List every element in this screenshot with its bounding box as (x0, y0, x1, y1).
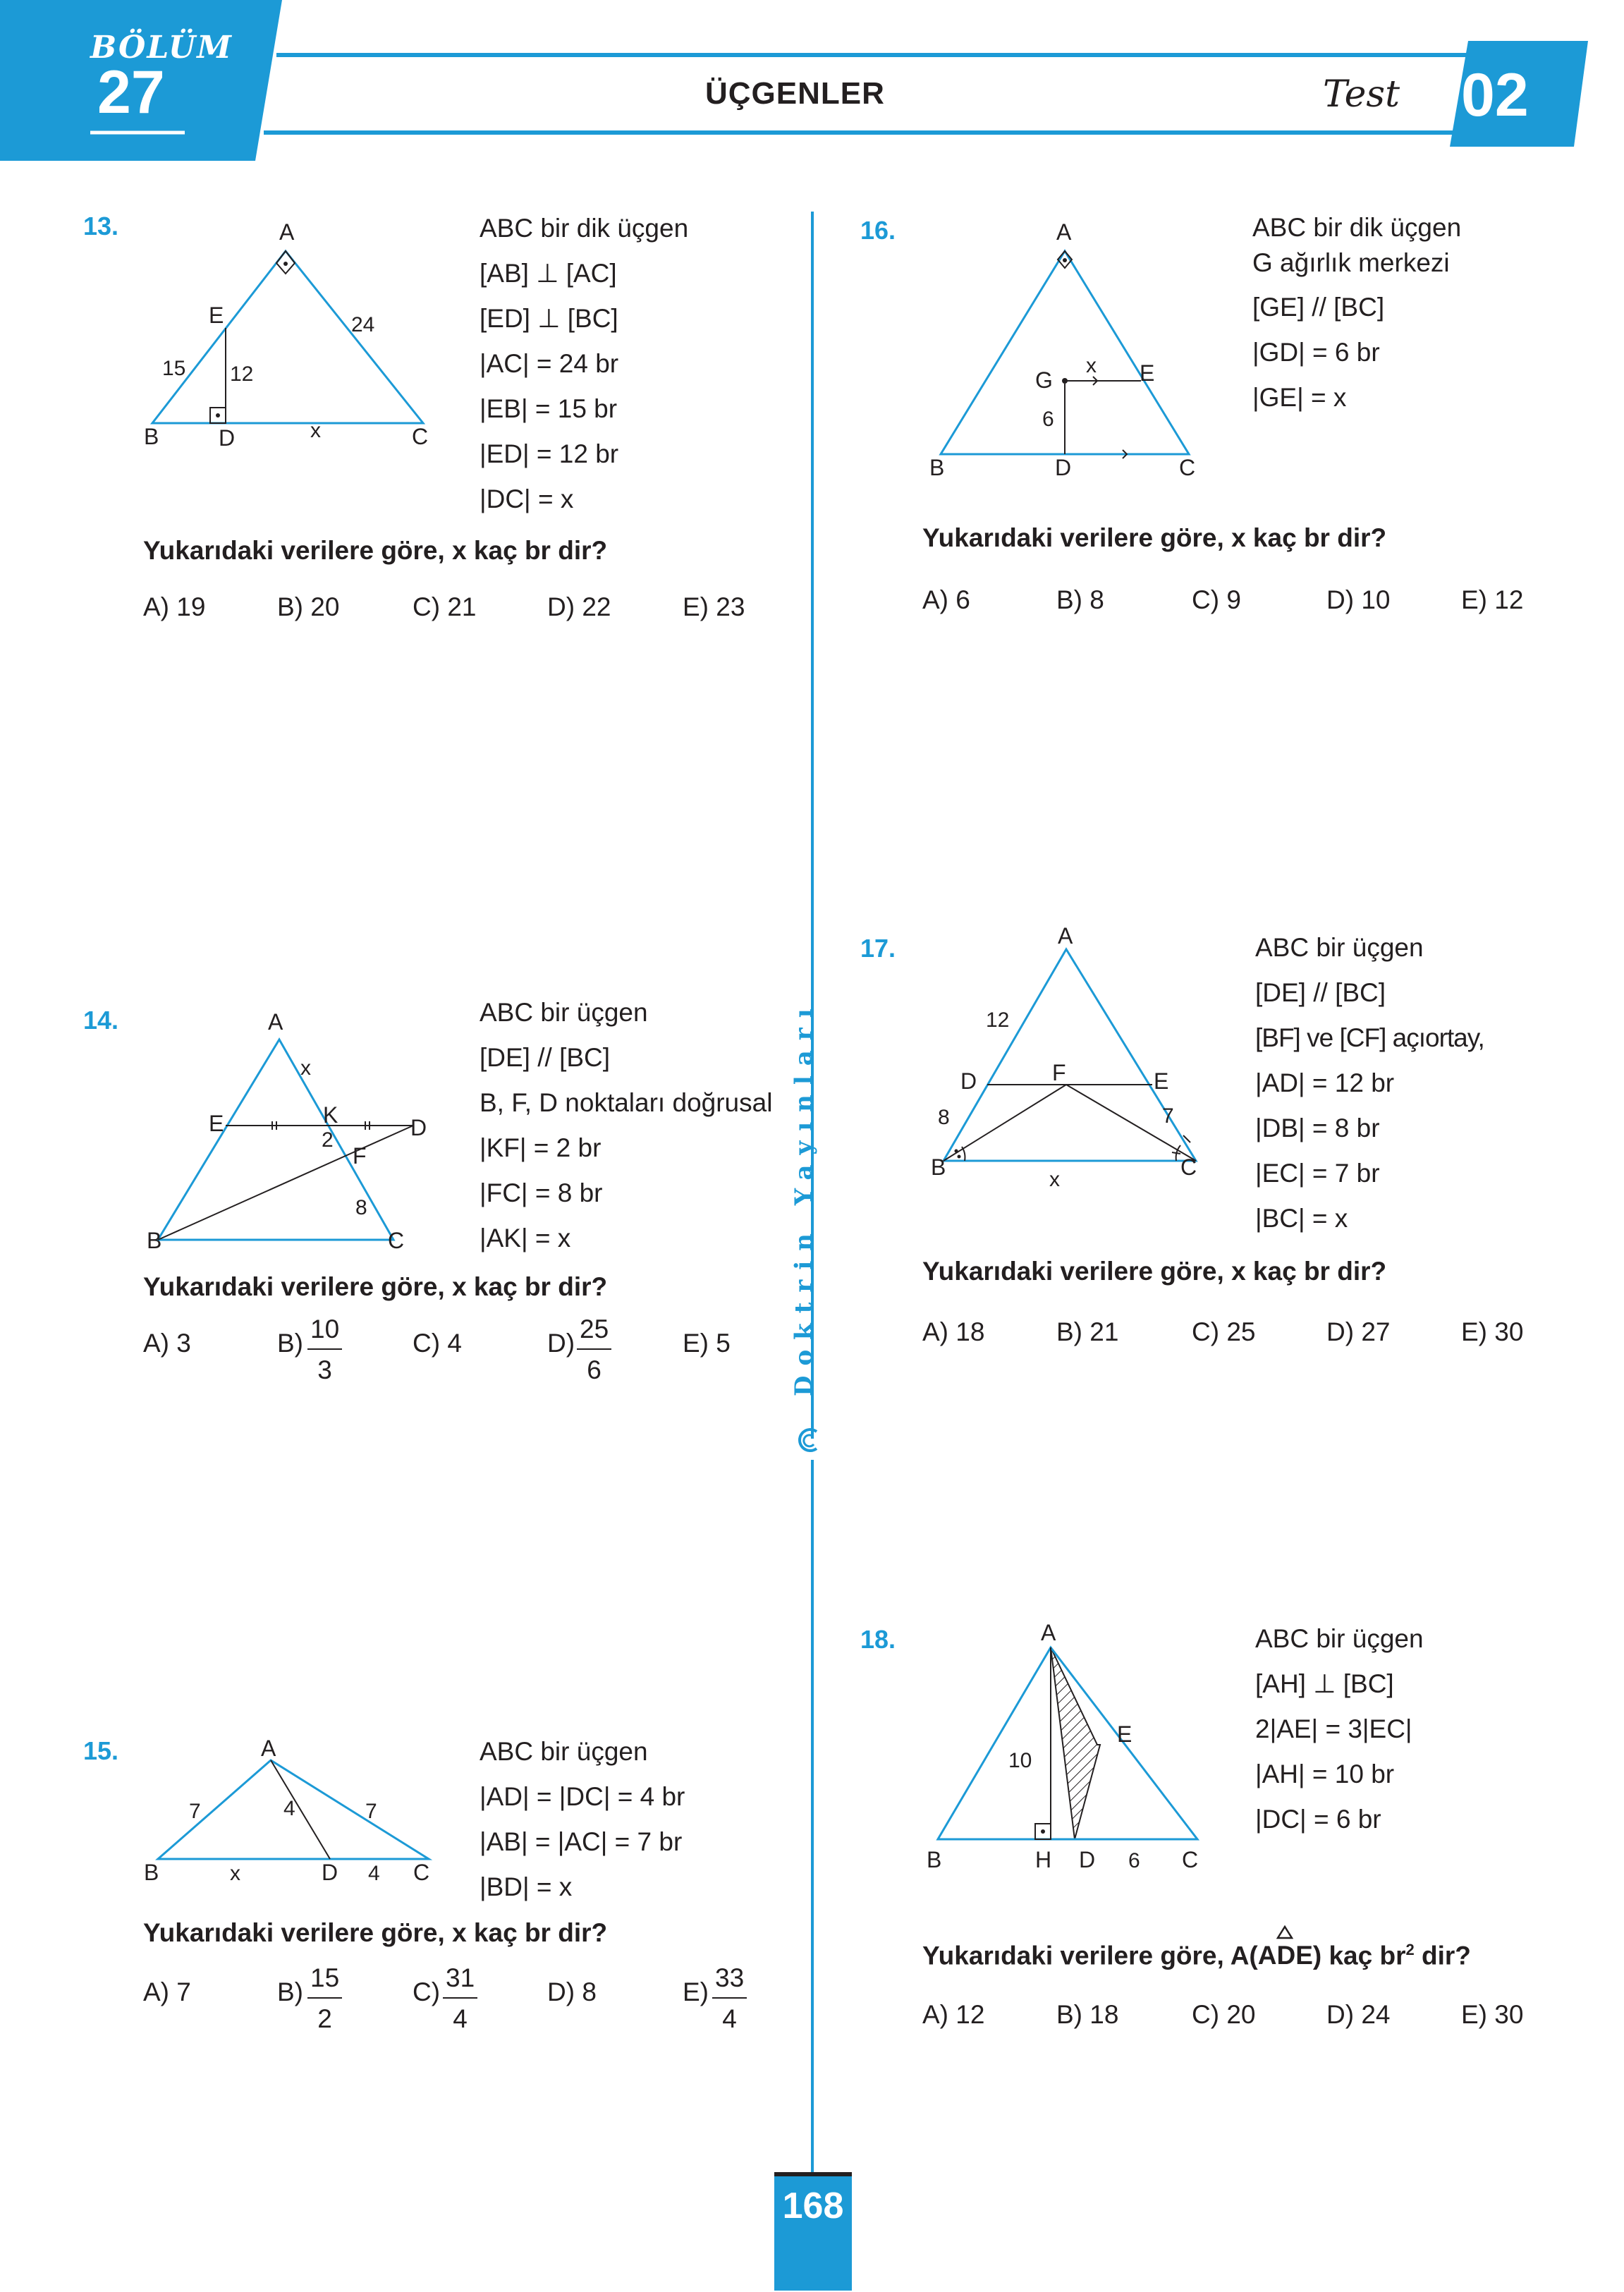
publisher-logo-icon (795, 1426, 824, 1454)
prompt-text: Yukarıdaki verilere göre, A( (922, 1941, 1258, 1970)
segment-db-label: 8 (938, 1106, 950, 1129)
side-eb-label: 15 (162, 357, 186, 380)
question-16-figure (917, 212, 1227, 487)
test-word: Test (1323, 73, 1400, 116)
question-13-given (480, 206, 688, 522)
vertex-a-label: A (1041, 1620, 1056, 1645)
segment-kf-label: 2 (322, 1128, 334, 1152)
point-d-label: D (1079, 1847, 1096, 1872)
given-line: ABC bir üçgen (480, 1737, 648, 1766)
q15-option-c-fraction (443, 1963, 477, 2034)
given-line: |DC| = x (480, 484, 574, 513)
q14-option-a[interactable]: A) 3 (143, 1329, 191, 1358)
given-line: |EC| = 7 br (1255, 1159, 1380, 1188)
denominator: 6 (587, 1355, 602, 1384)
given-line: ABC bir dik üçgen (480, 214, 689, 243)
q18-option-b[interactable]: B) 18 (1056, 2000, 1119, 2029)
question-18-figure (917, 1615, 1227, 1883)
q14-option-d[interactable] (547, 1329, 575, 1358)
option-letter: D) (547, 1329, 575, 1358)
given-line: G ağırlık merkezi (1252, 248, 1450, 277)
question-17-number: 17. (860, 934, 896, 963)
segment-ec-label: 7 (1162, 1104, 1174, 1128)
q14-option-d-fraction (577, 1315, 611, 1385)
question-14-figure (141, 1001, 451, 1269)
vertex-c-label: C (412, 424, 429, 449)
vertex-d-label: D (1055, 455, 1072, 480)
given-line: |DC| = 6 br (1255, 1805, 1381, 1834)
question-15-given (480, 1729, 685, 1910)
vertex-a-label: A (261, 1736, 276, 1761)
question-14-given (480, 990, 772, 1261)
denominator: 2 (317, 2004, 332, 2033)
segment-ad-label: 12 (986, 1008, 1010, 1032)
question-18-given (1255, 1616, 1424, 1842)
given-line: |AB| = |AC| = 7 br (480, 1827, 683, 1856)
point-k-label: K (323, 1102, 338, 1128)
question-15-prompt: Yukarıdaki verilere göre, x kaç br dir? (143, 1918, 608, 1947)
given-line: ABC bir üçgen (1255, 1624, 1424, 1653)
question-16-number: 16. (860, 216, 896, 245)
q18-option-e[interactable]: E) 30 (1461, 2000, 1524, 2029)
given-line: 2|AE| = 3|EC| (1255, 1714, 1412, 1743)
q15-option-a[interactable]: A) 7 (143, 1977, 191, 2006)
segment-ah-label: 10 (1008, 1749, 1032, 1772)
section-number: 27 (97, 59, 165, 126)
superscript: 2 (1405, 1941, 1415, 1958)
side-ed-label: 12 (230, 362, 254, 386)
point-d-label: D (960, 1068, 977, 1094)
side-ac-label: 7 (365, 1800, 377, 1823)
q18-option-d[interactable]: D) 24 (1326, 2000, 1391, 2029)
page-title: ÜÇGENLER (705, 76, 885, 111)
numerator: 15 (307, 1963, 342, 1999)
given-line: |AD| = 12 br (1255, 1068, 1395, 1097)
question-15-number: 15. (83, 1736, 119, 1765)
q15-option-e-fraction (712, 1963, 747, 2034)
q14-option-c[interactable]: C) 4 (413, 1329, 462, 1358)
given-line: ABC bir dik üçgen (1252, 213, 1462, 242)
given-line: B, F, D noktaları doğrusal (480, 1088, 773, 1117)
vertex-a-label: A (279, 219, 295, 245)
vertex-b-label: B (147, 1228, 162, 1253)
option-letter: E) (683, 1977, 709, 2006)
q17-option-e[interactable]: E) 30 (1461, 1317, 1524, 1346)
denominator: 4 (453, 2004, 468, 2033)
vertex-a-label: A (268, 1009, 283, 1035)
triangle-icon (1276, 1925, 1293, 1939)
test-number: 02 (1461, 61, 1529, 129)
numerator: 33 (712, 1963, 747, 1999)
vertex-d-label: D (219, 425, 236, 451)
option-letter: C) (413, 1977, 441, 2006)
given-line: [AB] ⊥ [AC] (480, 259, 617, 288)
question-17-prompt: Yukarıdaki verilere göre, x kaç br dir? (922, 1257, 1387, 1286)
segment-gd-label: 6 (1042, 408, 1054, 431)
q15-option-d[interactable]: D) 8 (547, 1977, 597, 2006)
vertex-a-label: A (1056, 219, 1072, 245)
vertex-a-label: A (1058, 924, 1073, 949)
prompt-text: dir? (1414, 1941, 1471, 1970)
triangle-notation (1258, 1941, 1313, 1970)
given-line: |EB| = 15 br (480, 394, 618, 423)
q17-option-b[interactable]: B) 21 (1056, 1317, 1119, 1346)
numerator: 25 (577, 1315, 611, 1350)
given-line: |BD| = x (480, 1872, 573, 1901)
vertex-c-label: C (1182, 1847, 1199, 1872)
section-word: BÖLÜM (90, 30, 233, 66)
segment-dc-label: 6 (1128, 1849, 1140, 1872)
vertex-b-label: B (144, 1860, 159, 1885)
segment-ak-label: x (300, 1056, 311, 1080)
publisher-name: Doktrin Yayınları (790, 999, 818, 1396)
given-line: |AH| = 10 br (1255, 1760, 1395, 1788)
page-number: 168 (782, 2186, 844, 2226)
q13-option-e[interactable]: E) 23 (683, 592, 745, 621)
given-line: |BC| = x (1255, 1204, 1348, 1233)
vertex-c-label: C (1180, 1154, 1197, 1180)
question-13-prompt: Yukarıdaki verilere göre, x kaç br dir? (143, 536, 608, 565)
side-ac-label: 24 (351, 313, 375, 336)
question-15-figure (141, 1735, 451, 1890)
segment-ad-label: 4 (283, 1797, 295, 1820)
given-line: |KF| = 2 br (480, 1133, 602, 1162)
triangle-name: ADE (1257, 1941, 1313, 1970)
q13-option-d[interactable]: D) 22 (547, 592, 611, 621)
given-line: [ED] ⊥ [BC] (480, 304, 618, 333)
vertex-c-label: C (388, 1228, 405, 1253)
point-e-label: E (1117, 1721, 1132, 1747)
point-e-label: E (1154, 1068, 1169, 1094)
given-line: ABC bir üçgen (480, 998, 648, 1027)
given-line: |GE| = x (1252, 383, 1347, 412)
q16-option-e[interactable]: E) 12 (1461, 585, 1524, 614)
given-line: ABC bir üçgen (1255, 933, 1424, 962)
numerator: 31 (443, 1963, 477, 1999)
side-dc-label: x (310, 419, 321, 442)
point-f-label: F (1052, 1060, 1066, 1085)
given-line: |DB| = 8 br (1255, 1114, 1380, 1142)
q17-option-d[interactable]: D) 27 (1326, 1317, 1391, 1346)
given-line: |ED| = 12 br (480, 439, 619, 468)
given-line: |AC| = 24 br (480, 349, 619, 378)
given-line: [DE] // [BC] (1255, 978, 1386, 1007)
question-17-given (1255, 925, 1484, 1241)
question-13-number: 13. (83, 212, 119, 240)
q15-option-b-fraction (307, 1963, 342, 2034)
vertex-e-label: E (209, 303, 224, 328)
given-line: |GD| = 6 br (1252, 338, 1380, 367)
given-line: [GE] // [BC] (1252, 293, 1385, 322)
given-line: |FC| = 8 br (480, 1178, 603, 1207)
given-line: |AK| = x (480, 1224, 571, 1252)
q13-option-a[interactable]: A) 19 (143, 592, 206, 621)
q17-option-c[interactable]: C) 25 (1192, 1317, 1256, 1346)
vertex-d-label: D (410, 1115, 427, 1140)
question-18-prompt (922, 1941, 1471, 1970)
question-14-number: 14. (83, 1006, 119, 1035)
question-13-figure (141, 212, 451, 458)
given-line: [DE] // [BC] (480, 1043, 611, 1072)
q13-option-c[interactable]: C) 21 (413, 592, 477, 621)
segment-ge-label: x (1086, 354, 1097, 377)
given-line: |AD| = |DC| = 4 br (480, 1782, 685, 1811)
numerator: 10 (307, 1315, 342, 1350)
q15-option-b[interactable] (277, 1977, 303, 2007)
point-g-label: G (1035, 367, 1053, 393)
point-f-label: F (353, 1143, 367, 1169)
question-16-given (1252, 210, 1461, 420)
vertex-c-label: C (1179, 455, 1196, 480)
q17-option-a[interactable]: A) 18 (922, 1317, 985, 1346)
option-letter: B) (277, 1977, 303, 2006)
side-ab-label: 7 (189, 1800, 201, 1823)
point-e-label: E (1140, 360, 1155, 386)
q14-option-b-fraction (307, 1315, 342, 1385)
q16-option-a[interactable]: A) 6 (922, 585, 970, 614)
given-line: [AH] ⊥ [BC] (1255, 1669, 1394, 1698)
option-letter: B) (277, 1329, 303, 1358)
q16-option-c[interactable]: C) 9 (1192, 585, 1241, 614)
vertex-b-label: B (144, 424, 159, 449)
q14-option-b[interactable] (277, 1329, 303, 1358)
page-header (0, 0, 1624, 162)
q16-option-d[interactable]: D) 10 (1326, 585, 1391, 614)
q15-option-c[interactable] (413, 1977, 440, 2007)
question-18-number: 18. (860, 1625, 896, 1654)
point-h-label: H (1035, 1847, 1052, 1872)
segment-bc-label: x (1049, 1168, 1060, 1191)
given-line: [BF] ve [CF] açıortay, (1255, 1023, 1484, 1052)
q16-option-b[interactable]: B) 8 (1056, 585, 1104, 614)
vertex-c-label: C (413, 1860, 430, 1885)
denominator: 3 (317, 1355, 332, 1384)
question-17-figure (917, 924, 1227, 1199)
vertex-b-label: B (929, 455, 945, 480)
q13-option-b[interactable]: B) 20 (277, 592, 340, 621)
segment-bd-label: x (230, 1862, 240, 1885)
prompt-text: ) kaç br (1312, 1941, 1406, 1970)
q18-option-a[interactable]: A) 12 (922, 2000, 985, 2029)
segment-dc-label: 4 (368, 1862, 380, 1885)
question-16-prompt: Yukarıdaki verilere göre, x kaç br dir? (922, 523, 1387, 552)
vertex-e-label: E (209, 1111, 224, 1136)
q14-option-e[interactable]: E) 5 (683, 1329, 731, 1358)
vertex-b-label: B (931, 1154, 946, 1180)
q15-option-e[interactable] (683, 1977, 709, 2007)
q18-option-c[interactable]: C) 20 (1192, 2000, 1256, 2029)
denominator: 4 (722, 2004, 737, 2033)
vertex-d-label: D (322, 1860, 338, 1885)
vertex-b-label: B (927, 1847, 942, 1872)
question-14-prompt: Yukarıdaki verilere göre, x kaç br dir? (143, 1272, 608, 1301)
segment-fc-label: 8 (355, 1196, 367, 1219)
